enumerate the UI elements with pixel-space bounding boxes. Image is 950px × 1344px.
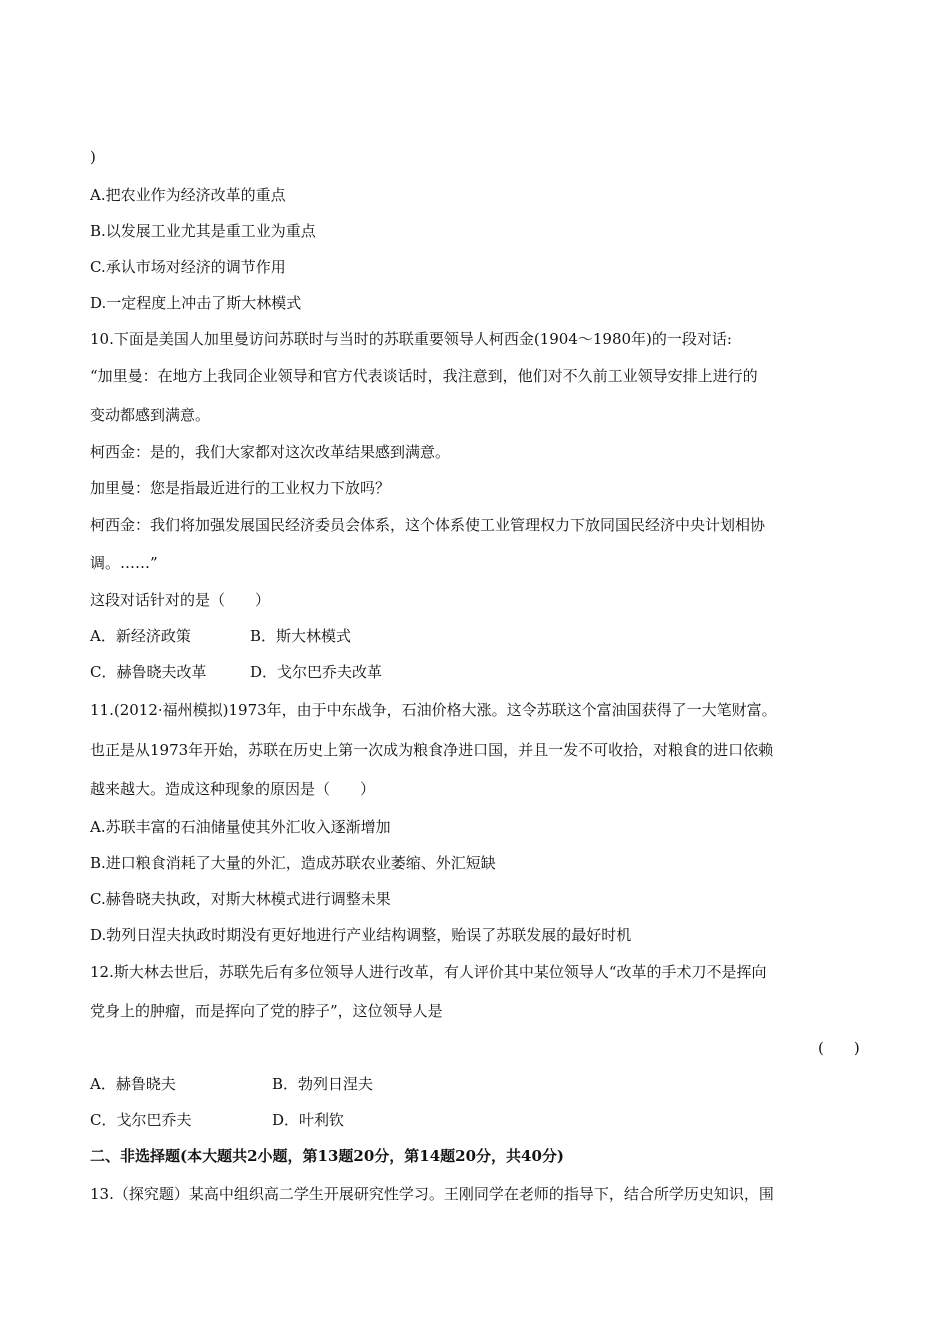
q10-dialogue-line: 加里曼：您是指最近进行的工业权力下放吗？ <box>90 479 391 497</box>
q9-option-d: D.一定程度上冲击了斯大林模式 <box>90 294 302 312</box>
q12-option-b: B．勃列日涅夫 <box>272 1075 374 1093</box>
q11-stem-line: 11.(2012·福州模拟)1973年，由于中东战争，石油价格大涨。这令苏联这个富油国获得了一大笔财富。 <box>90 701 777 719</box>
q10-dialogue-line: 变动都感到满意。 <box>90 406 211 424</box>
q12-answer-paren: ( ) <box>818 1039 860 1057</box>
q9-option-a: A.把农业作为经济改革的重点 <box>90 186 286 204</box>
q9-option-b: B.以发展工业尤其是重工业为重点 <box>90 222 316 240</box>
previous-question-closing-paren: ) <box>90 148 96 166</box>
q9-option-c: C.承认市场对经济的调节作用 <box>90 258 286 276</box>
q10-option-b: B．斯大林模式 <box>250 627 352 645</box>
q11-option-c: C.赫鲁晓夫执政，对斯大林模式进行调整未果 <box>90 890 391 908</box>
q11-option-d: D.勃列日涅夫执政时期没有更好地进行产业结构调整，贻误了苏联发展的最好时机 <box>90 926 632 944</box>
q12-option-d: D．叶利钦 <box>272 1111 345 1129</box>
section-2-heading: 二、非选择题(本大题共2小题，第13题20分，第14题20分，共40分) <box>90 1147 565 1165</box>
q12-option-c: C．戈尔巴乔夫 <box>90 1111 192 1129</box>
q11-option-b: B.进口粮食消耗了大量的外汇，造成苏联农业萎缩、外汇短缺 <box>90 854 496 872</box>
q10-dialogue-line: 调。……” <box>90 554 158 572</box>
q13-stem-line: 13.（探究题）某高中组织高二学生开展研究性学习。王刚同学在老师的指导下，结合所学历史知识，围 <box>90 1185 774 1203</box>
q10-stem: 10.下面是美国人加里曼访问苏联时与当时的苏联重要领导人柯西金(1904～1980年)的一段对话: <box>90 330 732 348</box>
q10-question: 这段对话针对的是（ ） <box>90 591 271 609</box>
q12-stem-line: 党身上的肿瘤，而是挥向了党的脖子”，这位领导人是 <box>90 1002 443 1020</box>
q11-option-a: A.苏联丰富的石油储量使其外汇收入逐渐增加 <box>90 818 391 836</box>
q12-options-row-1 <box>90 1074 373 1094</box>
q10-options-row-1 <box>90 626 351 646</box>
q10-option-a: A．新经济政策 <box>90 627 191 645</box>
q10-option-d: D．戈尔巴乔夫改革 <box>250 663 383 681</box>
q11-stem-line: 越来越大。造成这种现象的原因是（ ） <box>90 780 376 798</box>
q10-option-c: C．赫鲁晓夫改革 <box>90 663 207 681</box>
q11-stem-line: 也正是从1973年开始，苏联在历史上第一次成为粮食净进口国，并且一发不可收拾，对粮食的进口依赖 <box>90 741 774 759</box>
q12-option-a: A．赫鲁晓夫 <box>90 1075 176 1093</box>
q10-options-row-2 <box>90 662 382 682</box>
q12-options-row-2 <box>90 1110 344 1130</box>
q10-dialogue-line: 柯西金：我们将加强发展国民经济委员会体系，这个体系使工业管理权力下放同国民经济中央计划相协 <box>90 516 766 534</box>
q10-dialogue-line: 柯西金：是的，我们大家都对这次改革结果感到满意。 <box>90 443 451 461</box>
q10-dialogue-line: “加里曼：在地方上我同企业领导和官方代表谈话时，我注意到，他们对不久前工业领导安排上进行的 <box>90 367 758 385</box>
q12-stem-line: 12.斯大林去世后，苏联先后有多位领导人进行改革，有人评价其中某位领导人“改革的手术刀不是挥向 <box>90 963 767 981</box>
